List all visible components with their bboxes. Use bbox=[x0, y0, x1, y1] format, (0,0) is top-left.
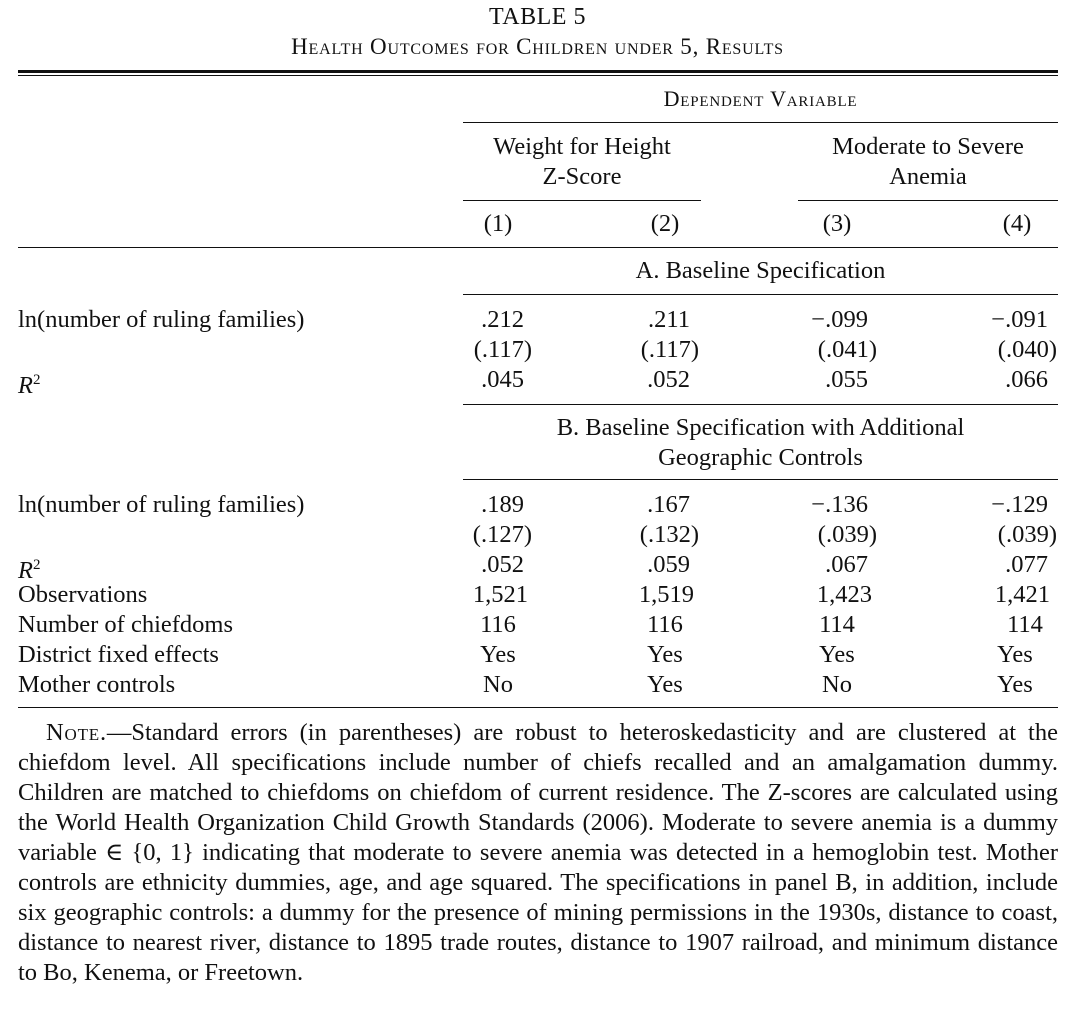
panel-a-se-2: (.117) bbox=[640, 336, 699, 363]
panel-a-coef-3: −.099 bbox=[811, 306, 868, 333]
panel-b-title bbox=[463, 413, 1058, 473]
panel-a-r2-4: .066 bbox=[1005, 366, 1048, 393]
group-header-anemia-line1: Moderate to Severe bbox=[832, 133, 1024, 160]
panel-a-se-4: (.040) bbox=[997, 336, 1057, 363]
mother-controls-1: No bbox=[483, 671, 513, 698]
panel-a-r2-label bbox=[18, 365, 40, 401]
panel-b-se-1: (.127) bbox=[472, 521, 532, 548]
panel-a-se-1: (.117) bbox=[473, 336, 532, 363]
panel-a-r2-label-letter: R bbox=[18, 372, 33, 400]
district-fe-2: Yes bbox=[647, 641, 683, 668]
group-header-weight-line1: Weight for Height bbox=[493, 133, 671, 160]
summary-label-chiefdoms: Number of chiefdoms bbox=[18, 611, 233, 638]
group-header-weight bbox=[463, 132, 701, 192]
mother-controls-4: Yes bbox=[997, 671, 1033, 698]
panel-a-r2-3: .055 bbox=[825, 366, 868, 393]
mother-controls-2: Yes bbox=[647, 671, 683, 698]
mother-controls-3: No bbox=[822, 671, 852, 698]
top-rule-thick bbox=[18, 70, 1058, 73]
observations-1: 1,521 bbox=[472, 581, 528, 608]
panel-b-se-3: (.039) bbox=[817, 521, 877, 548]
panel-b-se-4: (.039) bbox=[997, 521, 1057, 548]
column-header-1: (1) bbox=[483, 210, 513, 237]
group-header-weight-line2: Z-Score bbox=[542, 163, 622, 190]
observations-3: 1,423 bbox=[816, 581, 872, 608]
dependent-variable-header: Dependent Variable bbox=[663, 86, 858, 111]
panel-b-coef-3: −.136 bbox=[811, 491, 868, 518]
table-bottom-rule bbox=[18, 707, 1058, 708]
header-bottom-rule bbox=[18, 247, 1058, 248]
column-header-3: (3) bbox=[822, 210, 852, 237]
panel-a-r2-label-sup: 2 bbox=[32, 372, 41, 388]
summary-label-district-fe: District fixed effects bbox=[18, 641, 219, 668]
panel-b-rule bbox=[463, 479, 1058, 480]
observations-2: 1,519 bbox=[638, 581, 694, 608]
panel-a-se-3: (.041) bbox=[817, 336, 877, 363]
panel-b-r2-1: .052 bbox=[481, 551, 524, 578]
panel-b-r2-3: .067 bbox=[825, 551, 868, 578]
chiefdoms-2: 116 bbox=[647, 611, 683, 638]
summary-label-observations: Observations bbox=[18, 581, 148, 608]
top-rule-thin bbox=[18, 75, 1058, 76]
panel-b-r2-2: .059 bbox=[647, 551, 690, 578]
panel-b-title-line1: B. Baseline Specification with Additional bbox=[556, 414, 965, 441]
table-title: TABLE 5 bbox=[489, 4, 586, 30]
note-head: Note. bbox=[46, 719, 107, 746]
panel-b-r2-4: .077 bbox=[1005, 551, 1048, 578]
panel-a-coef-1: .212 bbox=[481, 306, 524, 333]
panel-a-rule bbox=[463, 294, 1058, 295]
panel-a-r2-1: .045 bbox=[481, 366, 524, 393]
panel-a-coef-2: .211 bbox=[648, 306, 690, 333]
chiefdoms-4: 114 bbox=[1007, 611, 1043, 638]
panel-b-top-rule bbox=[463, 404, 1058, 405]
panel-b-coef-4: −.129 bbox=[991, 491, 1048, 518]
group-header-anemia bbox=[798, 132, 1058, 192]
panel-b-r2-label-letter: R bbox=[18, 557, 33, 585]
observations-4: 1,421 bbox=[994, 581, 1050, 608]
group-rule-anemia bbox=[798, 200, 1058, 201]
column-header-4: (4) bbox=[1002, 210, 1032, 237]
district-fe-1: Yes bbox=[480, 641, 516, 668]
column-header-2: (2) bbox=[650, 210, 680, 237]
panel-a-title: A. Baseline Specification bbox=[635, 257, 886, 284]
panel-b-title-line2: Geographic Controls bbox=[658, 444, 863, 471]
panel-a-row-label: ln(number of ruling families) bbox=[18, 306, 305, 333]
panel-b-r2-label-sup: 2 bbox=[32, 557, 41, 573]
table-note-paragraph bbox=[18, 718, 1058, 988]
district-fe-4: Yes bbox=[997, 641, 1033, 668]
district-fe-3: Yes bbox=[819, 641, 855, 668]
panel-b-coef-1: .189 bbox=[481, 491, 524, 518]
group-header-anemia-line2: Anemia bbox=[889, 163, 967, 190]
dependent-variable-rule bbox=[463, 122, 1058, 123]
table-note bbox=[18, 718, 1058, 988]
group-rule-weight bbox=[463, 200, 701, 201]
summary-label-mother-controls: Mother controls bbox=[18, 671, 176, 698]
panel-b-se-2: (.132) bbox=[639, 521, 699, 548]
panel-a-r2-2: .052 bbox=[647, 366, 690, 393]
note-text: —Standard errors (in parentheses) are robust to heteroskedasticity and are clustered at the chiefdom level. All specifications include number of chiefs recalled and an amalgamation dummy. Children are matched to chiefdoms on chiefdom of current residence. The Z-scores are calculated using the World Health Organization Child Growth Standards (2006). Moderate to severe anemia is a dummy variable ∈ {0, 1} indicating that moderate to severe anemia was detected in a hemoglobin test. Mother controls are ethnicity dummies, age, and age squared. The specifications in panel B, in addition, include six geographic controls: a dummy for the presence of mining permissions in the 1930s, distance to coast, distance to nearest river, distance to 1895 trade routes, distance to 1907 railroad, and minimum distance to Bo, Kenema, or Freetown. bbox=[18, 719, 1058, 986]
panel-b-coef-2: .167 bbox=[647, 491, 690, 518]
panel-b-row-label: ln(number of ruling families) bbox=[18, 491, 305, 518]
chiefdoms-3: 114 bbox=[819, 611, 855, 638]
table-subtitle: Health Outcomes for Children under 5, Results bbox=[291, 34, 784, 59]
panel-a-coef-4: −.091 bbox=[991, 306, 1048, 333]
chiefdoms-1: 116 bbox=[480, 611, 516, 638]
